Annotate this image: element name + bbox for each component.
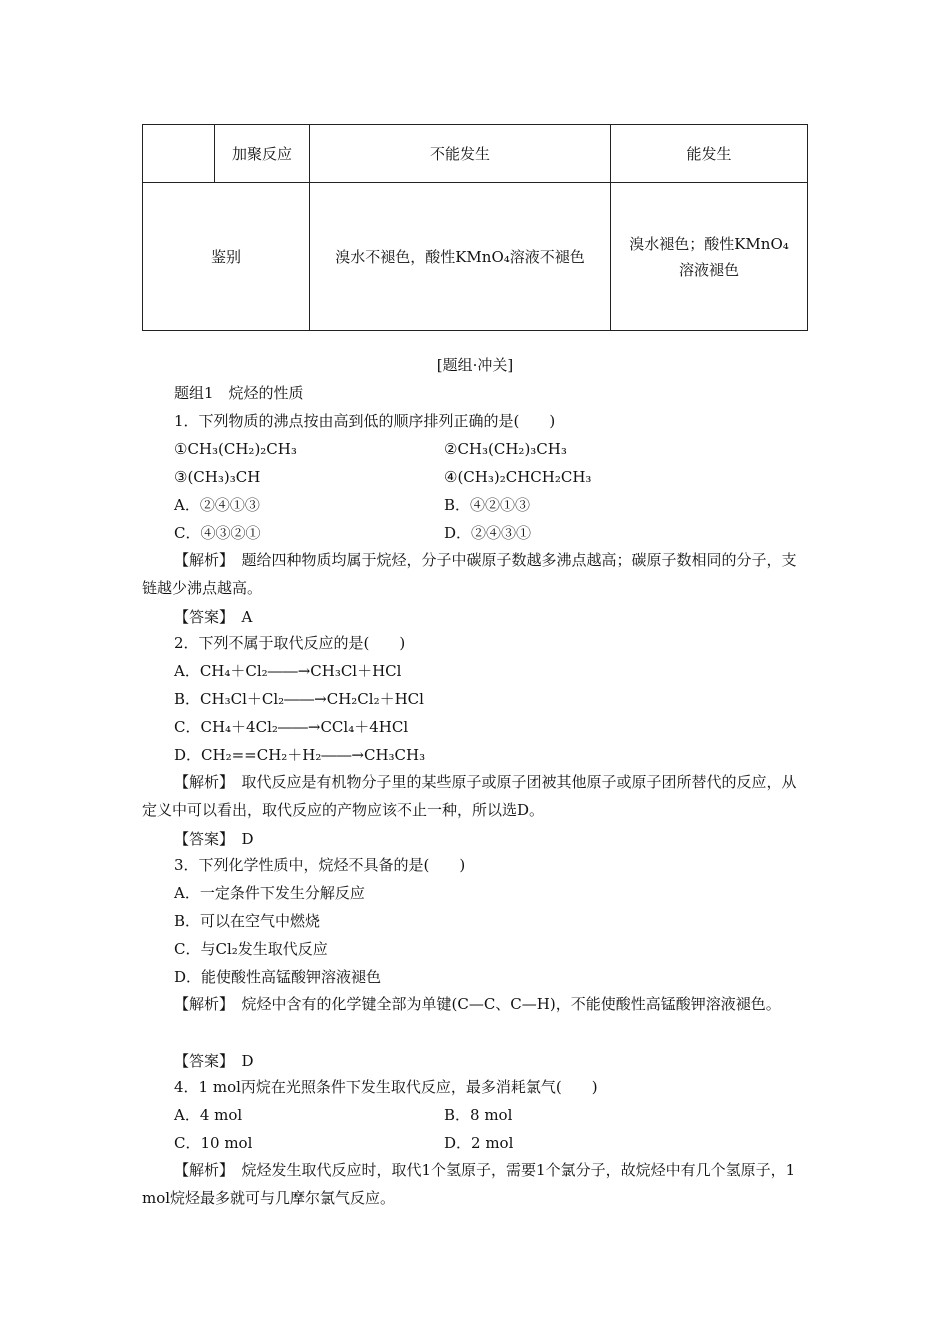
- table-cell-identification: 鉴别: [143, 183, 310, 331]
- section-title: [题组·冲关]: [436, 356, 514, 374]
- table-cell-alkene-identification: 溴水褪色；酸性KMnO₄溶液褪色: [611, 183, 808, 331]
- q1-item-2: ②CH₃(CH₂)₃CH₃: [444, 440, 567, 458]
- table-cell-cannot-occur: 不能发生: [310, 125, 611, 183]
- q1-item-3: ③(CH₃)₃CH: [174, 468, 261, 486]
- q1-option-b: B．④②①③: [444, 496, 531, 514]
- q1-option-c: C．④③②①: [174, 524, 261, 542]
- table-row: [143, 125, 808, 183]
- q2-option-c: C．CH₄＋4Cl₂――→CCl₄＋4HCl: [174, 718, 409, 736]
- table-cell: [143, 125, 215, 183]
- table-row: [143, 183, 808, 331]
- group-title: 题组1 烷烃的性质: [174, 384, 304, 402]
- q3-option-d: D．能使酸性高锰酸钾溶液褪色: [174, 968, 382, 986]
- table-cell-addition-polymerization: 加聚反应: [215, 125, 310, 183]
- q1-option-d: D．②④③①: [444, 524, 532, 542]
- comparison-table: [142, 124, 808, 331]
- q1-answer: 【答案】 A: [174, 608, 253, 626]
- q2-analysis: 【解析】 取代反应是有机物分子里的某些原子或原子团被其他原子或原子团所替代的反应，从定义中可以看出，取代反应的产物应该不止一种，所以选D。: [142, 773, 797, 819]
- q1-item-1: ①CH₃(CH₂)₂CH₃: [174, 440, 297, 458]
- q4-analysis: 【解析】 烷烃发生取代反应时，取代1个氢原子，需要1个氯分子，故烷烃中有几个氢原子，1 mol烷烃最多就可与几摩尔氯气反应。: [142, 1161, 796, 1207]
- question-3-stem: 3．下列化学性质中，烷烃不具备的是( ): [174, 856, 466, 874]
- q3-analysis: 【解析】 烷烃中含有的化学键全部为单键(C—C、C—H)，不能使酸性高锰酸钾溶液褪色。: [174, 995, 781, 1013]
- q1-option-a: A．②④①③: [174, 496, 260, 514]
- question-2-stem: 2．下列不属于取代反应的是( ): [174, 634, 406, 652]
- table-cell-alkane-identification: 溴水不褪色，酸性KMnO₄溶液不褪色: [310, 183, 611, 331]
- q4-option-a: A．4 mol: [174, 1106, 243, 1124]
- q4-option-b: B．8 mol: [444, 1106, 513, 1124]
- question-1-stem: 1．下列物质的沸点按由高到低的顺序排列正确的是( ): [174, 412, 556, 430]
- table-cell-can-occur: 能发生: [611, 125, 808, 183]
- q4-option-c: C．10 mol: [174, 1134, 253, 1152]
- q1-analysis: 【解析】 题给四种物质均属于烷烃，分子中碳原子数越多沸点越高；碳原子数相同的分子，支链越少沸点越高。: [142, 551, 797, 597]
- q2-option-b: B．CH₃Cl＋Cl₂――→CH₂Cl₂＋HCl: [174, 690, 424, 708]
- q3-option-a: A．一定条件下发生分解反应: [174, 884, 365, 902]
- q3-answer: 【答案】 D: [174, 1052, 254, 1070]
- q4-option-d: D．2 mol: [444, 1134, 514, 1152]
- q3-option-b: B．可以在空气中燃烧: [174, 912, 321, 930]
- q3-option-c: C．与Cl₂发生取代反应: [174, 940, 328, 958]
- question-4-stem: 4．1 mol丙烷在光照条件下发生取代反应，最多消耗氯气( ): [174, 1078, 598, 1096]
- q2-option-a: A．CH₄＋Cl₂――→CH₃Cl＋HCl: [174, 662, 402, 680]
- q2-answer: 【答案】 D: [174, 830, 254, 848]
- q1-item-4: ④(CH₃)₂CHCH₂CH₃: [444, 468, 592, 486]
- q2-option-d: D．CH₂==CH₂＋H₂――→CH₃CH₃: [174, 746, 426, 764]
